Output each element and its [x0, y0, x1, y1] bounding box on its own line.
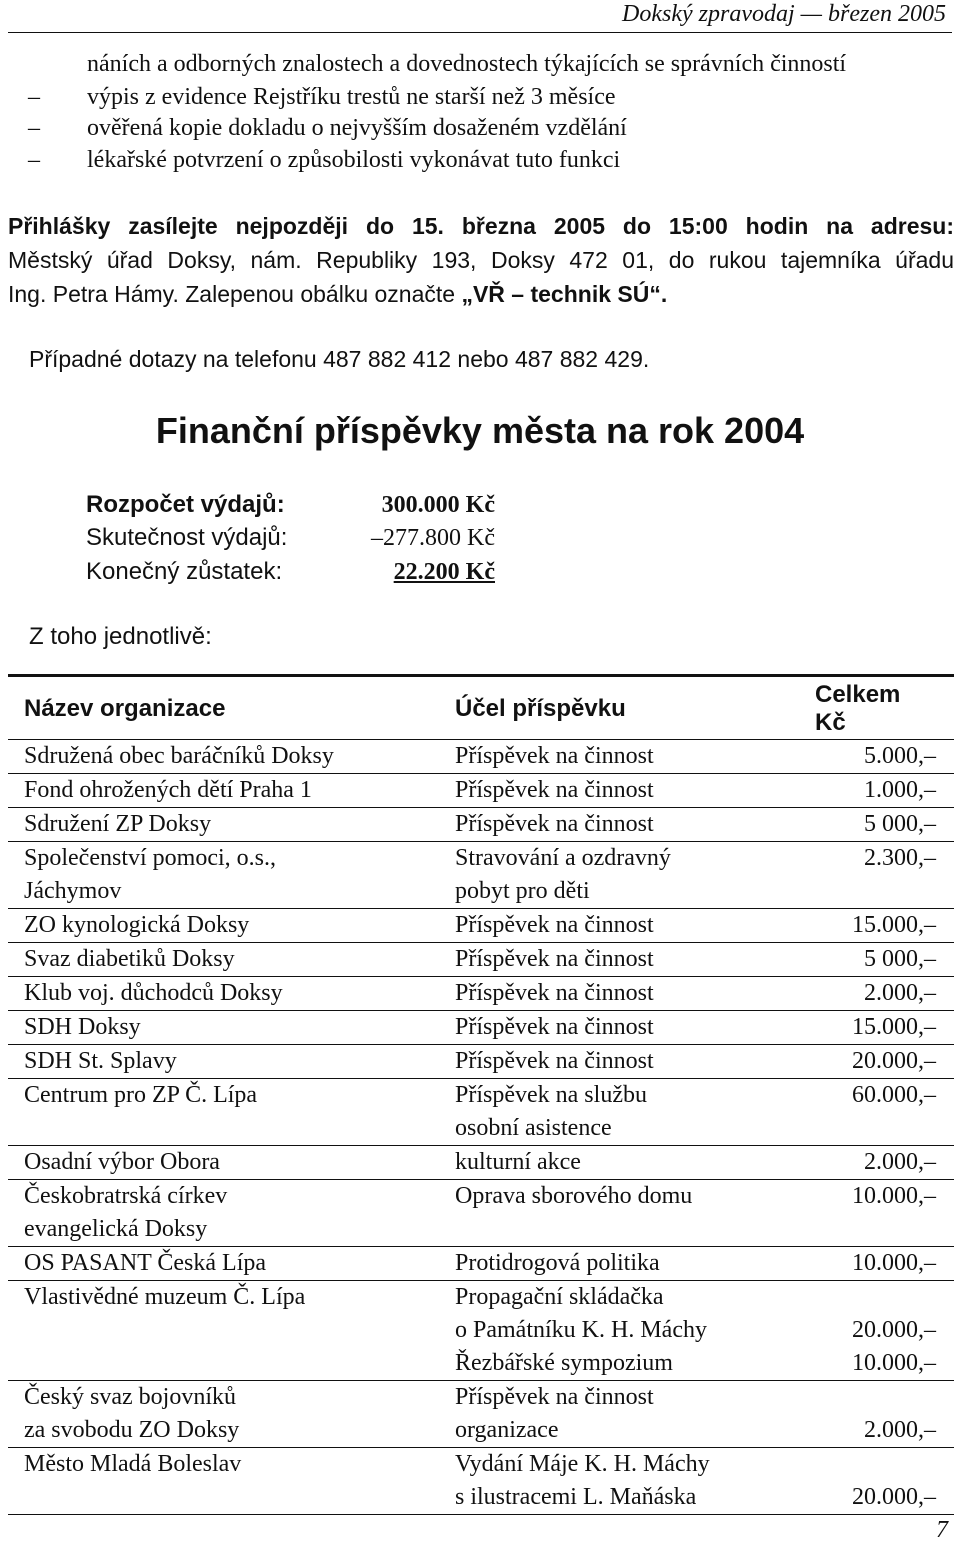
table-row — [8, 1247, 954, 1281]
total-cell: 2.000,– — [815, 1146, 954, 1180]
purpose-line: s ilustracemi L. Maňáska — [455, 1484, 697, 1510]
budget-label: Konečný zůstatek: — [86, 558, 283, 585]
section-title: Finanční příspěvky města na rok 2004 — [155, 410, 805, 451]
bullet-dash: – — [28, 115, 40, 141]
table-row — [8, 1281, 954, 1381]
purpose-cell: Příspěvek na činnost — [455, 977, 815, 1011]
total-line: 10.000,– — [852, 1350, 936, 1376]
table-row — [8, 943, 954, 977]
contributions-table — [8, 674, 954, 1515]
org-cell: SDH Doksy — [8, 1011, 455, 1045]
total-line: 2.000,– — [864, 1417, 936, 1443]
purpose-cell: Příspěvek na činnost — [455, 1045, 815, 1079]
purpose-line: pobyt pro děti — [455, 878, 590, 904]
total-cell: 2.300,– — [815, 842, 954, 909]
purpose-line: Vydání Máje K. H. Máchy — [455, 1451, 710, 1477]
org-cell: Sdružená obec baráčníků Doksy — [8, 740, 455, 774]
purpose-cell — [455, 1079, 815, 1146]
org-cell: Město Mladá Boleslav — [8, 1448, 455, 1515]
page-number: 7 — [936, 1517, 948, 1543]
org-line: evangelická Doksy — [24, 1216, 208, 1242]
org-line: za svobodu ZO Doksy — [24, 1417, 240, 1443]
envelope-label: „VŘ – technik SÚ“. — [461, 281, 668, 307]
purpose-cell: kulturní akce — [455, 1146, 815, 1180]
table-row — [8, 1079, 954, 1146]
org-cell — [8, 1180, 455, 1247]
purpose-cell — [455, 1381, 815, 1448]
bullet-dash: – — [28, 84, 40, 110]
org-cell: ZO kynologická Doksy — [8, 909, 455, 943]
purpose-cell: Příspěvek na činnost — [455, 808, 815, 842]
purpose-cell: Příspěvek na činnost — [455, 774, 815, 808]
purpose-line: organizace — [455, 1417, 559, 1443]
purpose-cell — [455, 1281, 815, 1381]
total-cell: 5.000,– — [815, 740, 954, 774]
org-cell: Osadní výbor Obora — [8, 1146, 455, 1180]
table-header-row — [8, 676, 954, 740]
budget-label: Skutečnost výdajů: — [86, 524, 288, 551]
total-line: 20.000,– — [852, 1317, 936, 1343]
total-cell — [815, 1448, 954, 1515]
org-cell: Klub voj. důchodců Doksy — [8, 977, 455, 1011]
table-row — [8, 740, 954, 774]
org-cell — [8, 1381, 455, 1448]
bullet-item: ověřená kopie dokladu o nejvyšším dosaženém vzdělání — [87, 115, 627, 141]
org-cell: SDH St. Splavy — [8, 1045, 455, 1079]
table-row — [8, 1011, 954, 1045]
header-purpose: Účel příspěvku — [455, 676, 815, 740]
total-cell: 5 000,– — [815, 943, 954, 977]
total-cell: 15.000,– — [815, 909, 954, 943]
intro-continuation: náních a odborných znalostech a dovednostech týkajících se správních činností — [87, 51, 847, 77]
purpose-line: Příspěvek na činnost — [455, 1384, 654, 1410]
purpose-line: Příspěvek na službu — [455, 1082, 647, 1108]
total-cell: 2.000,– — [815, 977, 954, 1011]
org-cell: Sdružení ZP Doksy — [8, 808, 455, 842]
org-line: Českobratrská církev — [24, 1183, 228, 1209]
total-cell: 20.000,– — [815, 1045, 954, 1079]
total-cell: 1.000,– — [815, 774, 954, 808]
envelope-instruction: Ing. Petra Hámy. Zalepenou obálku označte — [8, 281, 462, 307]
purpose-line: Propagační skládačka — [455, 1284, 664, 1310]
table-row — [8, 1381, 954, 1448]
table-row — [8, 842, 954, 909]
submission-envelope — [8, 279, 667, 309]
breakdown-label: Z toho jednotlivě: — [29, 623, 212, 650]
purpose-cell: Příspěvek na činnost — [455, 740, 815, 774]
table-row — [8, 808, 954, 842]
table-row — [8, 977, 954, 1011]
org-cell: OS PASANT Česká Lípa — [8, 1247, 455, 1281]
total-cell: 15.000,– — [815, 1011, 954, 1045]
total-cell — [815, 1281, 954, 1381]
submission-deadline: Přihlášky zasílejte nejpozději do 15. března 2005 do 15:00 hodin na adresu: — [8, 213, 954, 239]
purpose-cell: Příspěvek na činnost — [455, 1011, 815, 1045]
purpose-line: Stravování a ozdravný — [455, 845, 671, 871]
purpose-line: osobní asistence — [455, 1115, 612, 1141]
header-org: Název organizace — [8, 676, 455, 740]
org-cell — [8, 842, 455, 909]
budget-balance: 22.200 Kč — [393, 559, 495, 585]
purpose-cell: Příspěvek na činnost — [455, 909, 815, 943]
total-cell — [815, 1381, 954, 1448]
org-line: Společenství pomoci, o.s., — [24, 845, 276, 871]
purpose-cell: Protidrogová politika — [455, 1247, 815, 1281]
page-header — [8, 0, 952, 33]
purpose-cell: Oprava sborového domu — [455, 1180, 815, 1247]
total-line: 20.000,– — [852, 1484, 936, 1510]
purpose-cell — [455, 842, 815, 909]
table-row — [8, 774, 954, 808]
org-cell: Centrum pro ZP Č. Lípa — [8, 1079, 455, 1146]
total-cell: 5 000,– — [815, 808, 954, 842]
purpose-line: o Památníku K. H. Máchy — [455, 1317, 707, 1343]
table-row — [8, 1146, 954, 1180]
org-line: Jáchymov — [24, 878, 122, 904]
table-row — [8, 1448, 954, 1515]
table-row — [8, 1180, 954, 1247]
total-cell: 10.000,– — [815, 1247, 954, 1281]
total-cell: 10.000,– — [815, 1180, 954, 1247]
contact-info: Případné dotazy na telefonu 487 882 412 nebo 487 882 429. — [29, 346, 650, 372]
table-row — [8, 909, 954, 943]
submission-address: Městský úřad Doksy, nám. Republiky 193, Doksy 472 01, do rukou tajemníka úřadu — [8, 247, 954, 273]
purpose-line: Řezbářské sympozium — [455, 1350, 673, 1376]
org-cell: Fond ohrožených dětí Praha 1 — [8, 774, 455, 808]
org-line: Český svaz bojovníků — [24, 1384, 236, 1410]
purpose-cell — [455, 1448, 815, 1515]
bullet-item: výpis z evidence Rejstříku trestů ne starší než 3 měsíce — [87, 84, 616, 110]
header-total: Celkem Kč — [815, 676, 954, 740]
budget-value — [280, 557, 495, 587]
bullet-dash: – — [28, 147, 40, 173]
budget-value: –277.800 Kč — [371, 525, 495, 551]
total-cell: 60.000,– — [815, 1079, 954, 1146]
bullet-item: lékařské potvrzení o způsobilosti vykonávat tuto funkci — [87, 147, 621, 173]
budget-label: Rozpočet výdajů: — [86, 491, 285, 518]
budget-value: 300.000 Kč — [381, 492, 495, 518]
table-row — [8, 1045, 954, 1079]
org-cell: Vlastivědné muzeum Č. Lípa — [8, 1281, 455, 1381]
purpose-cell: Příspěvek na činnost — [455, 943, 815, 977]
org-cell: Svaz diabetiků Doksy — [8, 943, 455, 977]
header-title: Dokský zpravodaj — březen 2005 — [622, 1, 946, 27]
